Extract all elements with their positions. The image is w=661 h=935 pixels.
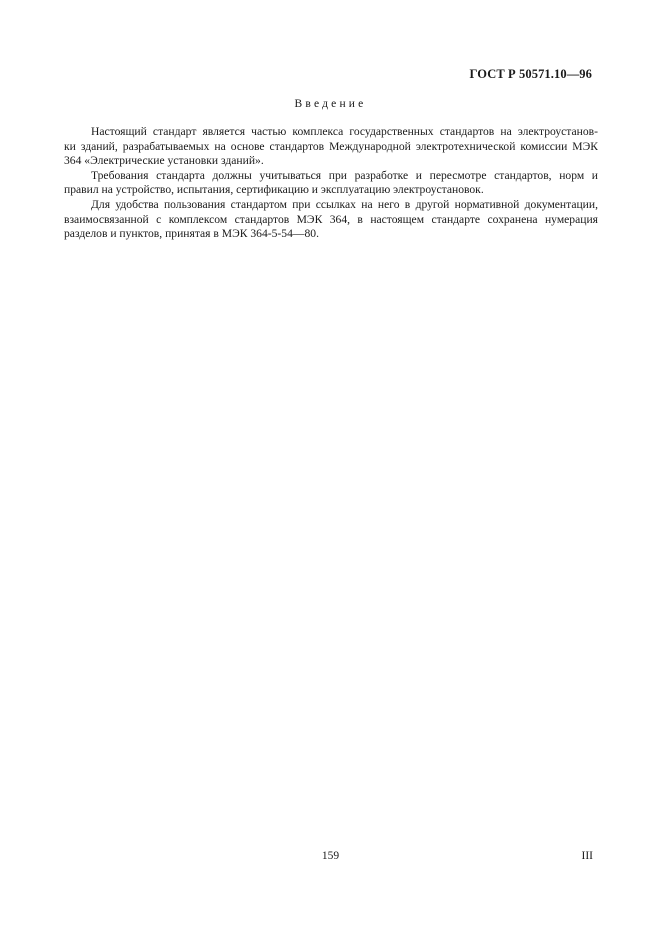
page-number: 159 <box>321 850 340 862</box>
paragraph-first-line: Требования стандарта должны учитываться при разработке и пересмотре стандартов, норм и <box>91 168 598 182</box>
paragraph-rest: правил на устройство, испытания, сертификацию и эксплуатацию электроустановок. <box>64 183 484 197</box>
paragraph <box>64 169 598 198</box>
paragraph-first-line: Для удобства пользования стандартом при ссылках на него в другой нормативной документации, <box>91 197 598 211</box>
paragraph-rest: взаимосвязанной с комплексом стандартов МЭК 364, в настоящем стандарте сохранена нумерация разделов и пунктов, принятая в МЭК 364-5-54—80. <box>64 212 598 241</box>
section-title: Введение <box>294 98 367 110</box>
paragraph <box>64 125 598 169</box>
document-code: ГОСТ Р 50571.10—96 <box>469 67 592 81</box>
paragraph-rest: ки зданий, разрабатываемых на основе стандартов Международной электротехнической комиссии МЭК 364 «Электрические установки зданий». <box>64 139 598 168</box>
roman-page-number: III <box>581 850 593 862</box>
paragraph-first-line: Настоящий стандарт является частью комплекса государственных стандартов на электроустанов- <box>91 125 598 138</box>
body-text <box>64 125 598 242</box>
paragraph <box>64 198 598 242</box>
